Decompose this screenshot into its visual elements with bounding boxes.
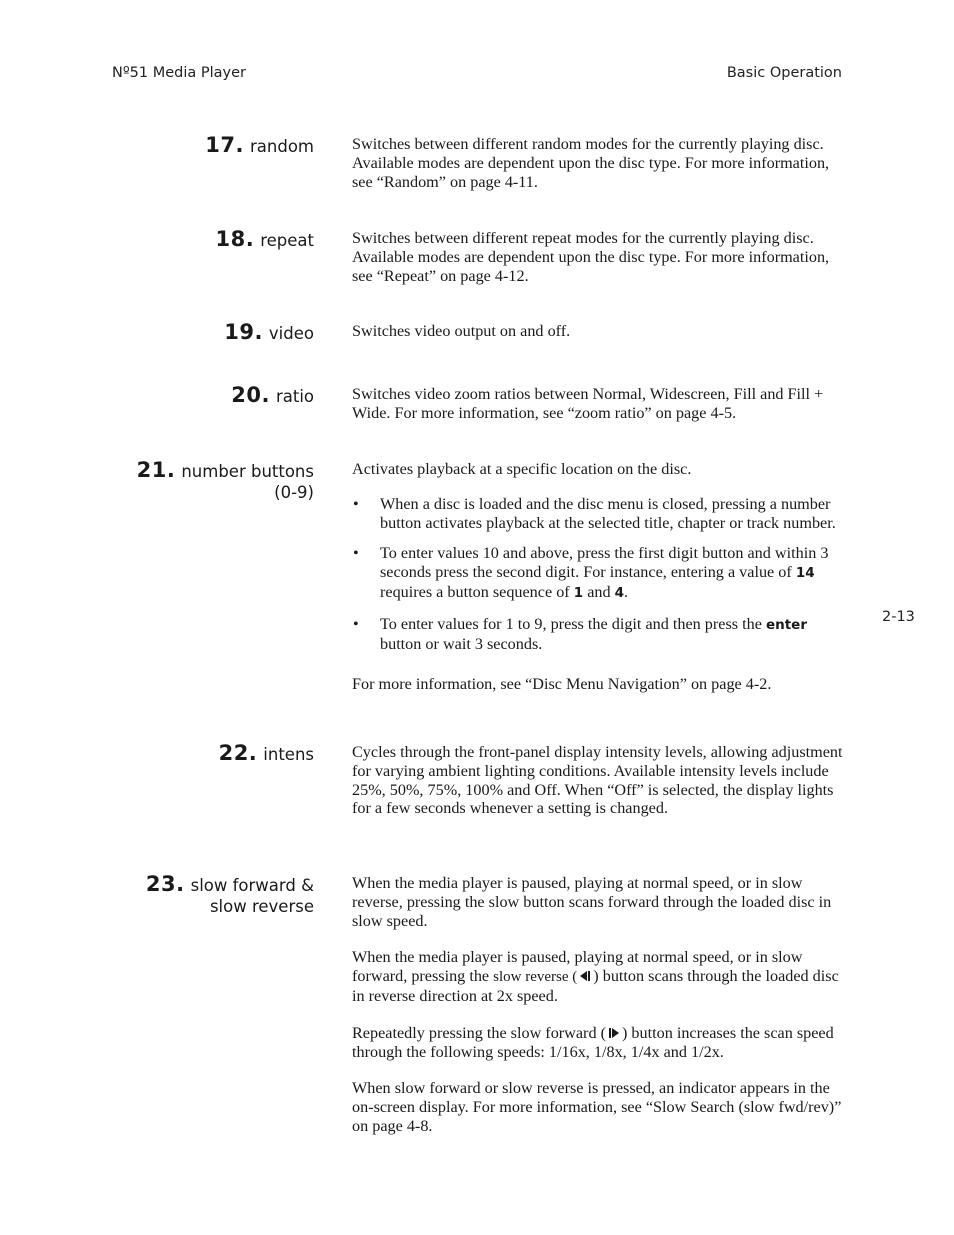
entry-term-continued: (0-9)	[274, 483, 314, 502]
entry-paragraph: When the media player is paused, playing at normal speed, or in slow forward, pressing the slow reverse ( ) button scans through the loaded disc in reverse direction at 2x speed.	[352, 948, 839, 1005]
entry-term: number buttons	[181, 462, 314, 481]
list-item: • To enter values 10 and above, press the first digit button and within 3 seconds press the second digit. For instance, entering a value of 14 requires a button sequence of 1 and 4.	[352, 544, 844, 602]
entry-term: intens	[263, 745, 314, 764]
entry-text: Switches video output on and off.	[352, 322, 571, 340]
entry-text: Cycles through the front-panel display intensity levels, allowing adjustment for varying ambient lighting conditions. Available intensity levels include 25%, 50%, 75%, 100% and Off. When “Off” is selected, the display lights for a few seconds whenever a setting is changed.	[352, 743, 843, 818]
entry-text: Switches between different repeat modes for the currently playing disc. Available modes are dependent upon the disc type. For more information, see “Repeat” on page 4-12.	[352, 229, 830, 285]
entry-term: ratio	[275, 387, 314, 406]
entry-label	[0, 743, 314, 765]
entry-label	[0, 460, 314, 503]
entry-text: Switches between different random modes for the currently playing disc. Available modes are dependent upon the disc type. For more information, see “Random” on page 4-11.	[352, 135, 830, 191]
entry-term: video	[268, 324, 314, 343]
entry-description	[352, 135, 844, 191]
slow-reverse-icon	[579, 970, 591, 982]
entry-description	[352, 322, 844, 341]
slow-forward-icon	[608, 1027, 620, 1039]
entry-outro: For more information, see “Disc Menu Navigation” on page 4-2.	[352, 675, 772, 694]
entry-description	[352, 385, 844, 423]
entry-number: 19.	[224, 320, 263, 344]
entry-number: 17.	[205, 133, 244, 157]
entry-number: 18.	[215, 227, 255, 251]
page-number: 2-13	[882, 609, 915, 625]
entry-description	[352, 874, 844, 1136]
entry-description	[352, 743, 844, 818]
running-header-section: Basic Operation	[726, 65, 842, 81]
entry-description	[352, 460, 844, 694]
entry-number: 20.	[231, 383, 270, 407]
entry-label	[0, 322, 314, 344]
list-item: • To enter values for 1 to 9, press the digit and then press the enter button or wait 3 seconds.	[352, 615, 844, 654]
key-label: enter	[765, 616, 807, 633]
entry-term-continued: slow reverse	[209, 897, 314, 916]
list-item: • When a disc is loaded and the disc menu is closed, pressing a number button activates playback at the selected title, chapter or track number.	[352, 495, 844, 533]
entry-number: 23.	[145, 872, 185, 896]
running-header-title: Nº51 Media Player	[112, 65, 247, 81]
entry-intro: Activates playback at a specific location on the disc.	[352, 460, 692, 478]
entry-paragraph: Repeatedly pressing the slow forward ( ) button increases the scan speed through the following speeds: 1/16x, 1/8x, 1/4x and 1/2x.	[352, 1023, 834, 1061]
entry-label	[0, 229, 314, 251]
entry-term: repeat	[260, 231, 314, 250]
entry-number: 22.	[218, 741, 258, 765]
entry-term: random	[250, 137, 314, 156]
entry-label	[0, 874, 314, 917]
key-label: 4	[614, 584, 625, 601]
key-label: 1	[573, 584, 584, 601]
entry-label	[0, 385, 314, 407]
key-label: 14	[795, 565, 815, 582]
entry-description	[352, 229, 844, 285]
entry-term: slow forward &	[190, 876, 314, 895]
bullet-list	[352, 495, 844, 654]
entry-paragraph: When the media player is paused, playing at normal speed, or in slow reverse, pressing the slow button scans forward through the loaded disc in slow speed.	[352, 874, 832, 930]
entry-label	[0, 135, 314, 157]
entry-paragraph: When slow forward or slow reverse is pressed, an indicator appears in the on-screen display. For more information, see “Slow Search (slow fwd/rev)” on page 4-8.	[352, 1079, 842, 1135]
entry-number: 21.	[136, 458, 176, 482]
entry-text: Switches video zoom ratios between Normal, Widescreen, Fill and Fill + Wide. For more information, see “zoom ratio” on page 4-5.	[352, 385, 824, 422]
